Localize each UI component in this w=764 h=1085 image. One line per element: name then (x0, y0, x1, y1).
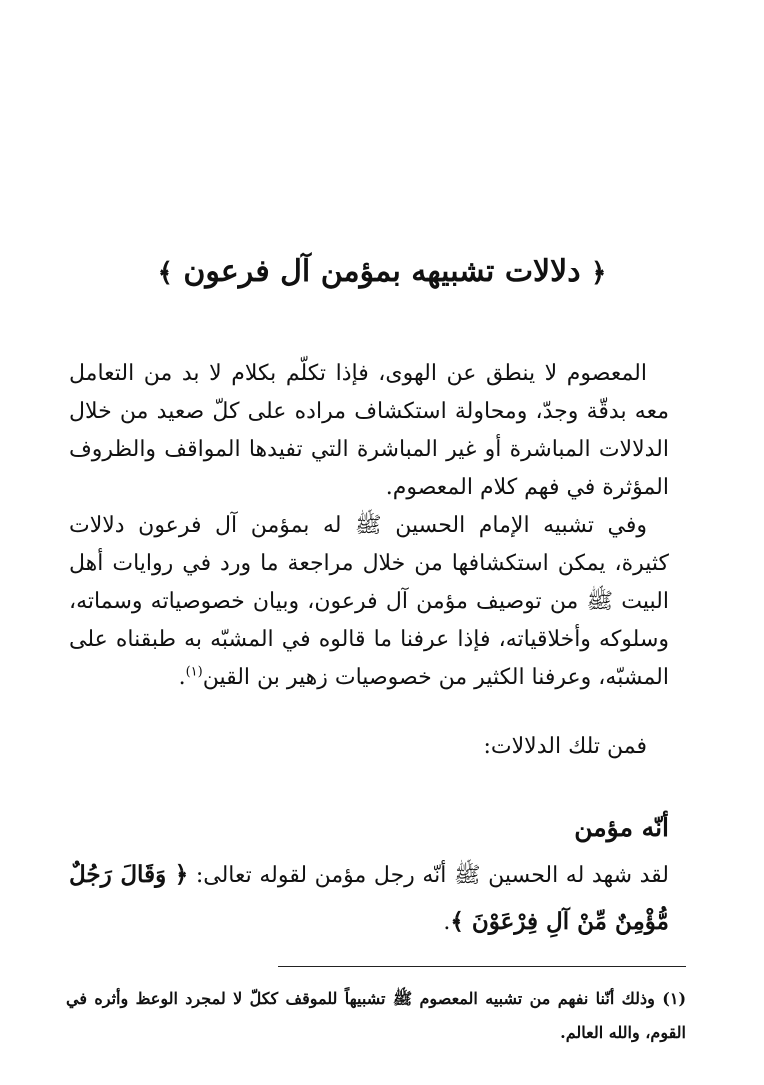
section-text-after-verse: . (443, 910, 451, 935)
chapter-title (0, 250, 764, 295)
paragraph-2 (69, 507, 669, 697)
footnote-reference[interactable]: (١) (185, 664, 203, 680)
footnote-divider (278, 966, 686, 967)
footnotes (66, 982, 686, 1050)
section-paragraph (69, 852, 669, 946)
footnote-1-marker: (١) (662, 989, 687, 1008)
section-text-before-verse: لقد شهد له الحسين ﷺ أنّه رجل مؤمن لقوله تعالى: (195, 863, 669, 888)
paragraph-2-end: . (178, 665, 186, 690)
title-close-ornament: ﴾ (157, 258, 173, 288)
paragraph-1: المعصوم لا ينطق عن الهوى، فإذا تكلّم بكلام لا بد من التعامل معه بدقّة وجدّ، ومحاولة استكشاف مراده على كلّ صعيد من خلال الدلالات المباشرة أو غير المباشرة التي تفيدها المواقف والظروف المؤثرة في فهم كلام المعصوم. (69, 361, 669, 500)
footnote-1 (66, 982, 686, 1050)
section-text (69, 852, 669, 946)
title-open-ornament: ﴿ (591, 258, 607, 288)
quran-verse: ﴿ وَقَالَ رَجُلٌ مُّؤْمِنٌ مِّنْ آلِ فِرْعَوْنَ ﴾ (69, 861, 669, 935)
paragraph-2-text: وفي تشبيه الإمام الحسين ﷺ له بمؤمن آل فرعون دلالات كثيرة، يمكن استكشافها من خلال مراجعة ما ورد في روايات أهل البيت ﷺ من توصيف مؤمن آل فرعون، وبيان خصوصياته وسماته، وسلوكه وأخلاقياته، فإذا عرفنا ما قالوه في المشبّه به طبقناه على المشبّه، وعرفنا الكثير من خصوصيات زهير بن القين (69, 513, 669, 690)
chapter-title-text: دلالات تشبيهه بمؤمن آل فرعون (183, 254, 581, 289)
lead-in-line: فمن تلك الدلالات: (483, 734, 647, 759)
section-heading: أنّه مؤمن (574, 813, 669, 842)
footnote-1-text: وذلك أنّنا نفهم من تشبيه المعصوم ﷺ تشبيهاً للموقف ككلّ لا لمجرد الوعظ وأثره في القوم، والله العالم. (66, 989, 686, 1042)
main-body (69, 355, 669, 697)
